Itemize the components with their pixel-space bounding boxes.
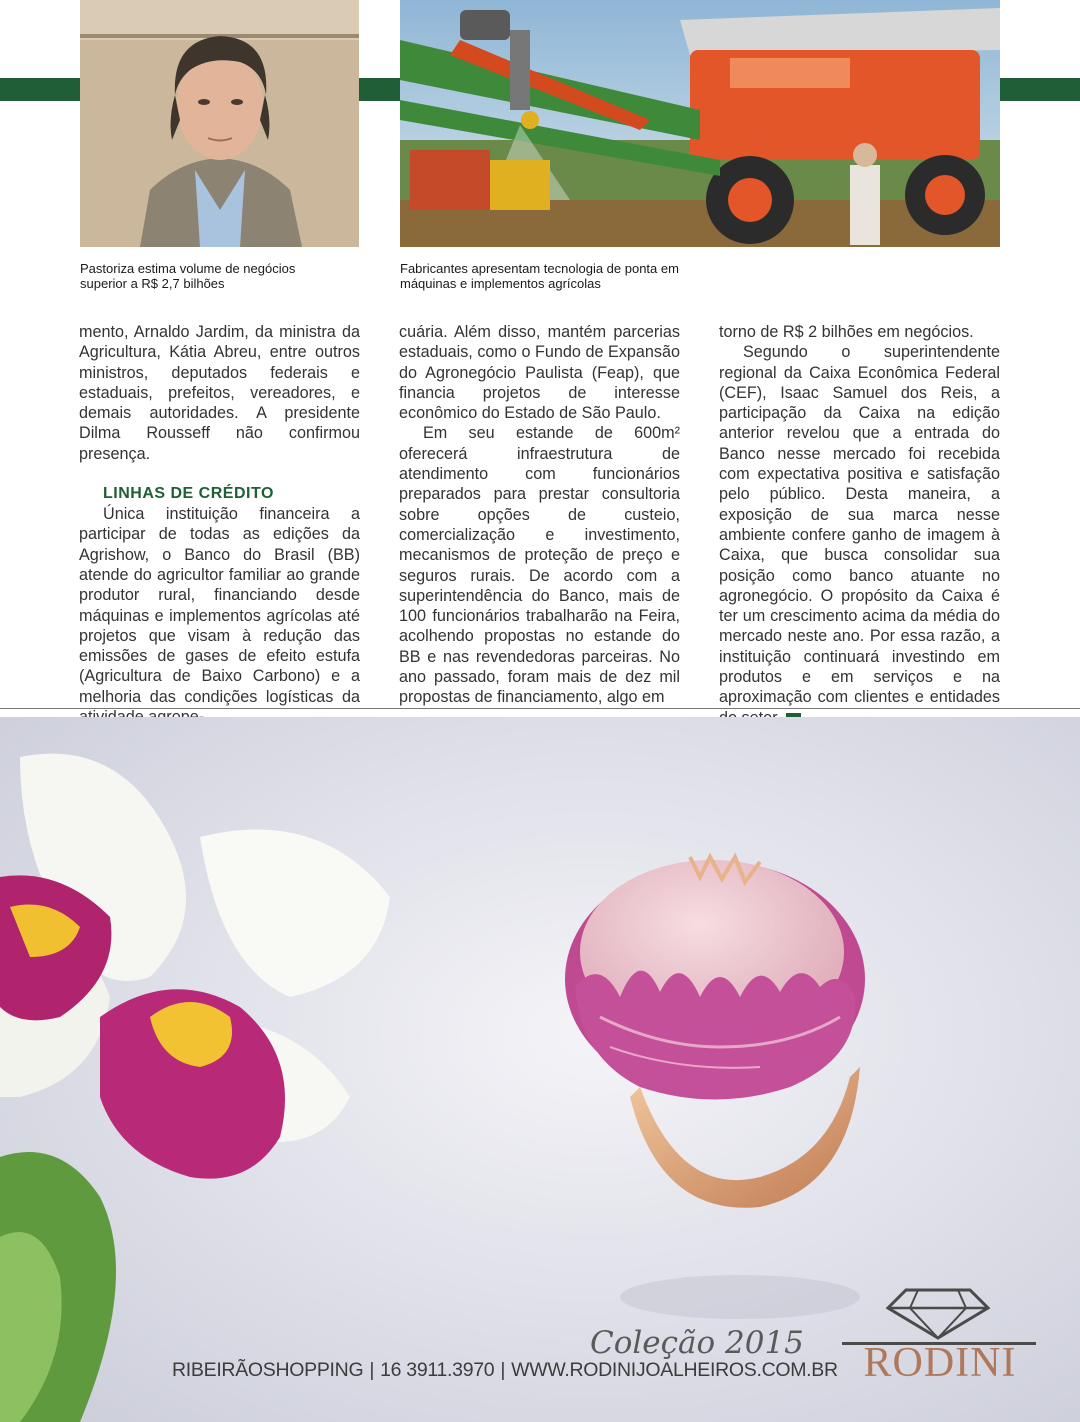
machinery-photo: [400, 0, 1000, 247]
contact-line: [172, 1359, 838, 1382]
header-band-left: [0, 78, 80, 101]
website-link[interactable]: WWW.RODINIJOALHEIROS.COM.BR: [511, 1359, 838, 1381]
paragraph: torno de R$ 2 bilhões em negócios.: [719, 323, 974, 341]
separator: |: [500, 1359, 506, 1381]
section-subheading: LINHAS DE CRÉDITO: [103, 485, 274, 503]
collection-title: Coleção 2015: [590, 1325, 804, 1361]
header-band-middle: [359, 78, 401, 101]
paragraph: Em seu estande de 600m² oferecerá infraestrutura de atendimento com funcionários preparados para prestar consultoria sobre opções de custeio, comercialização e investimento, mecanismos de proteção de preço e seguros rurais. De acordo com a superintendência do Banco, mais de 100 funcionários trabalharão na Feira, acolhendo propostas no estande do BB e nas revendedoras parceiras. No ano passado, foram mais de dez mil propostas de financiamento, algo em: [399, 424, 680, 707]
article-column-2: [399, 322, 680, 708]
jewelry-advertisement: [0, 717, 1080, 1422]
portrait-photo: [80, 0, 359, 247]
article-column-3: [719, 322, 1000, 728]
section-divider: [0, 708, 1080, 709]
brand-logo-text: RODINI: [863, 1340, 1017, 1386]
paragraph: Única instituição financeira a participar de todas as edições da Agrishow, o Banco do Brasil (BB) atende do agricultor familiar ao grande produtor rural, financiando desde máquinas e implementos agrícolas até projetos que visam à redução das emissões de gases de efeito estufa (Agricultura de Baixo Carbono) e a melhoria das condições logísticas da: [79, 505, 360, 706]
paragraph: mento, Arnaldo Jardim, da ministra da Agricultura, Kátia Abreu, entre outros ministros, deputados federais e estaduais, prefeitos, vereadores, e demais autoridades. A presidente Dilma Rousseff não confirmou presença.: [79, 323, 360, 463]
article-column-1: [79, 322, 360, 727]
store-location: RIBEIRÃOSHOPPING: [172, 1359, 364, 1381]
phone-number: 16 3911.3970: [380, 1359, 495, 1381]
paragraph: cuária. Além disso, mantém parcerias estaduais, como o Fundo de Expansão do Agronegócio Paulista (Feap), que financia projetos de interesse econômico do Estado de São Paulo.: [399, 323, 680, 423]
separator: |: [369, 1359, 375, 1381]
portrait-caption: Pastoriza estima volume de negócios superior a R$ 2,7 bilhões: [80, 261, 296, 291]
machinery-caption: Fabricantes apresentam tecnologia de ponta em máquinas e implementos agrícolas: [400, 261, 679, 291]
paragraph-text: Segundo o superintendente regional da Caixa Econômica Federal (CEF), Isaac Samuel dos Reis, a participação da Caixa na edição anterior revelou que a entrada do Banco nesse mercado foi recebida com expectativa positiva e satisfação pelo público. Desta maneira, a exposição de sua marca nesse ambiente confere ganho de imagem à Caixa, que busca consolidar sua posição como banco atuante no agronegócio. O propósito da Caixa é ter um crescimento acima da média do mercado neste ano. Por essa razão, a instituição continuará investindo em produtos e em serviços e na aproximação com clientes e entidades: [719, 343, 1000, 707]
header-band-right: [1000, 78, 1080, 101]
paragraph: [719, 342, 1000, 728]
